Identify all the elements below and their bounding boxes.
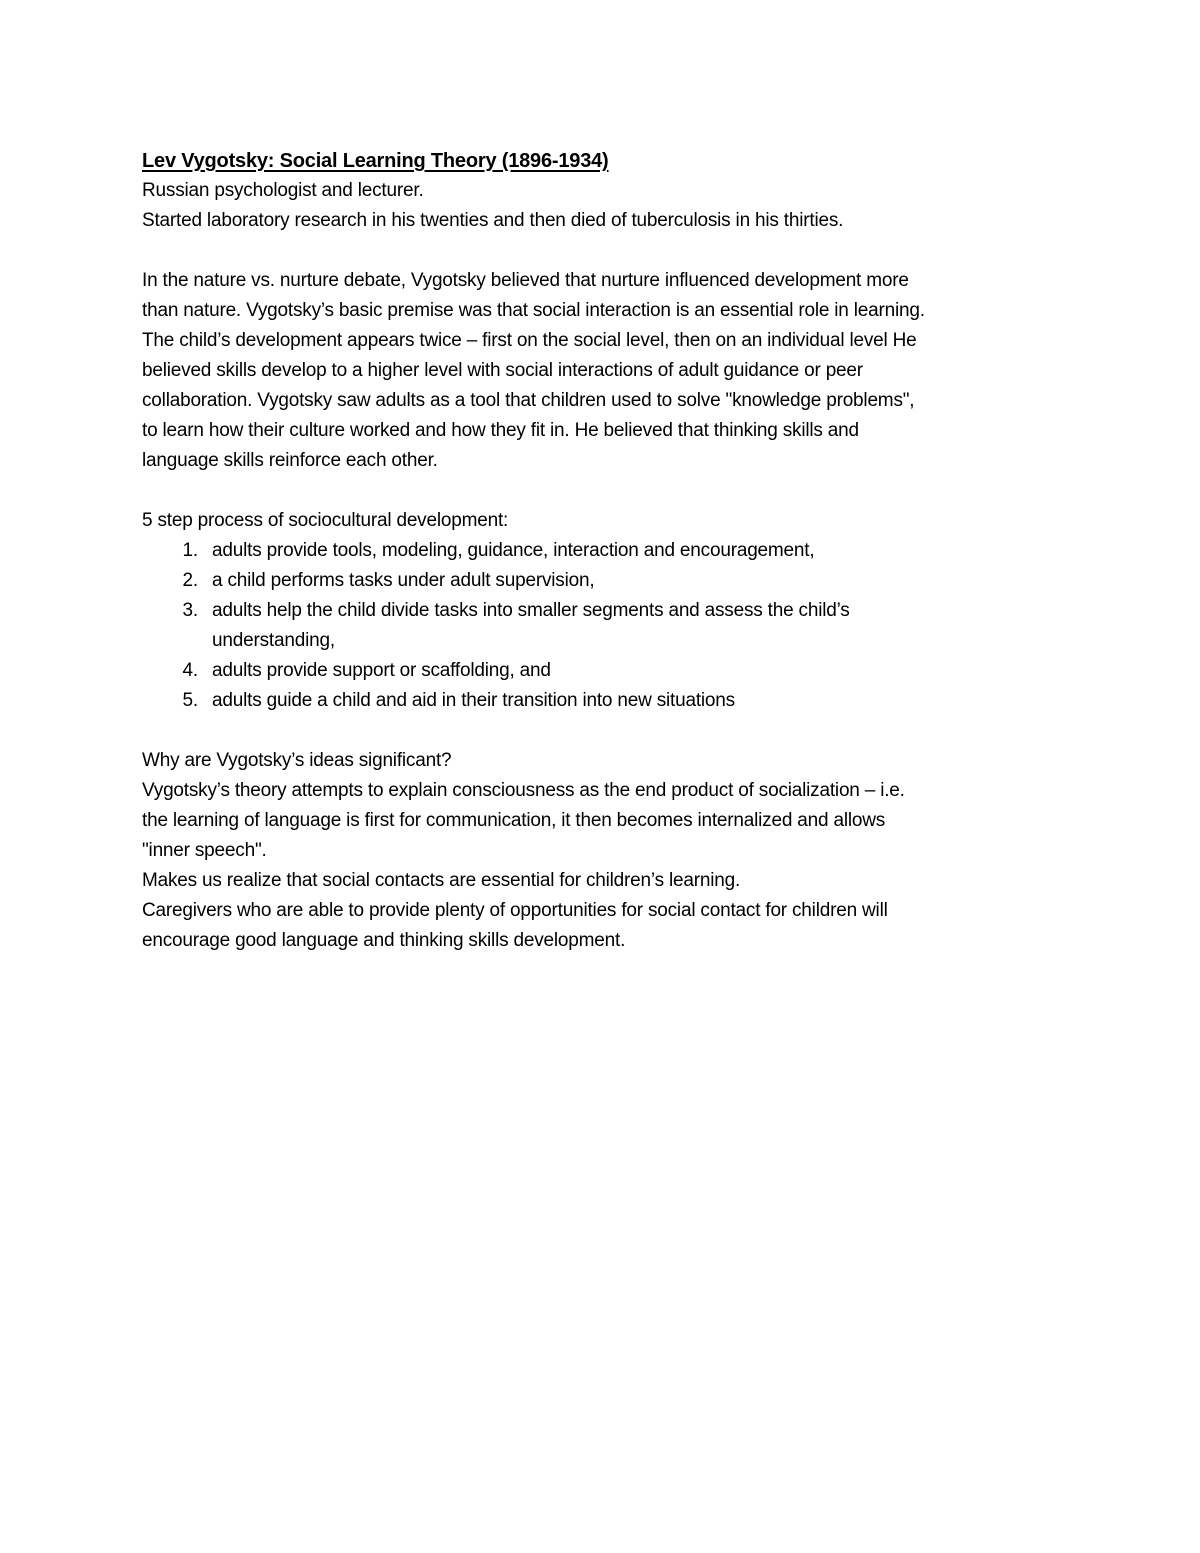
significance-line: Caregivers who are able to provide plenty of opportunities for social contact for children will [142, 900, 888, 921]
significance-section [142, 776, 1072, 956]
step-text [212, 686, 1072, 716]
paragraph-line: The child’s development appears twice – first on the social level, then on an individual level He [142, 330, 917, 351]
step-number: 2. [182, 570, 198, 591]
step-line: adults provide support or scaffolding, and [212, 660, 551, 681]
paragraph-line: language skills reinforce each other. [142, 450, 438, 471]
list-item [142, 536, 1072, 566]
step-number: 3. [182, 600, 198, 621]
spacer [142, 716, 1072, 746]
document-page [142, 146, 1072, 956]
significance-line: "inner speech". [142, 840, 267, 861]
paragraph-line: believed skills develop to a higher level with social interactions of adult guidance or peer [142, 360, 863, 381]
paragraph-line: than nature. Vygotsky’s basic premise was that social interaction is an essential role in learning. [142, 300, 925, 321]
list-item [142, 596, 1072, 656]
list-item [142, 656, 1072, 686]
significance-line: the learning of language is first for communication, it then becomes internalized and allows [142, 810, 886, 831]
significance-line: Vygotsky’s theory attempts to explain consciousness as the end product of socialization – i.e. [142, 780, 905, 801]
step-line: adults help the child divide tasks into smaller segments and assess the child’s [212, 600, 850, 621]
step-number: 1. [182, 540, 198, 561]
intro-line: Russian psychologist and lecturer. [142, 180, 424, 201]
nature-nurture-paragraph [142, 266, 1072, 476]
paragraph-line: collaboration. Vygotsky saw adults as a tool that children used to solve "knowledge problems", [142, 390, 915, 411]
steps-heading: 5 step process of sociocultural development: [142, 510, 509, 531]
step-line: adults guide a child and aid in their transition into new situations [212, 690, 735, 711]
spacer [142, 236, 1072, 266]
step-line: understanding, [212, 630, 335, 651]
paragraph-line: to learn how their culture worked and how they fit in. He believed that thinking skills and [142, 420, 859, 441]
step-number: 4. [182, 660, 198, 681]
step-line: adults provide tools, modeling, guidance, interaction and encouragement, [212, 540, 815, 561]
intro-line: Started laboratory research in his twenties and then died of tuberculosis in his thirties. [142, 210, 844, 231]
list-item [142, 686, 1072, 716]
spacer [142, 476, 1072, 506]
paragraph-line: In the nature vs. nurture debate, Vygotsky believed that nurture influenced development more [142, 270, 909, 291]
significance-line: Makes us realize that social contacts are essential for children’s learning. [142, 870, 741, 891]
significance-line: encourage good language and thinking skills development. [142, 930, 626, 951]
document-title: Lev Vygotsky: Social Learning Theory (1896-1934) [142, 150, 609, 172]
intro-section [142, 176, 1072, 236]
steps-list [142, 536, 1072, 716]
step-text [212, 566, 1072, 596]
list-item [142, 566, 1072, 596]
step-text [212, 656, 1072, 686]
step-number: 5. [182, 690, 198, 711]
step-text [212, 596, 1072, 656]
significance-question: Why are Vygotsky’s ideas significant? [142, 750, 452, 771]
step-line: a child performs tasks under adult supervision, [212, 570, 595, 591]
step-text [212, 536, 1072, 566]
